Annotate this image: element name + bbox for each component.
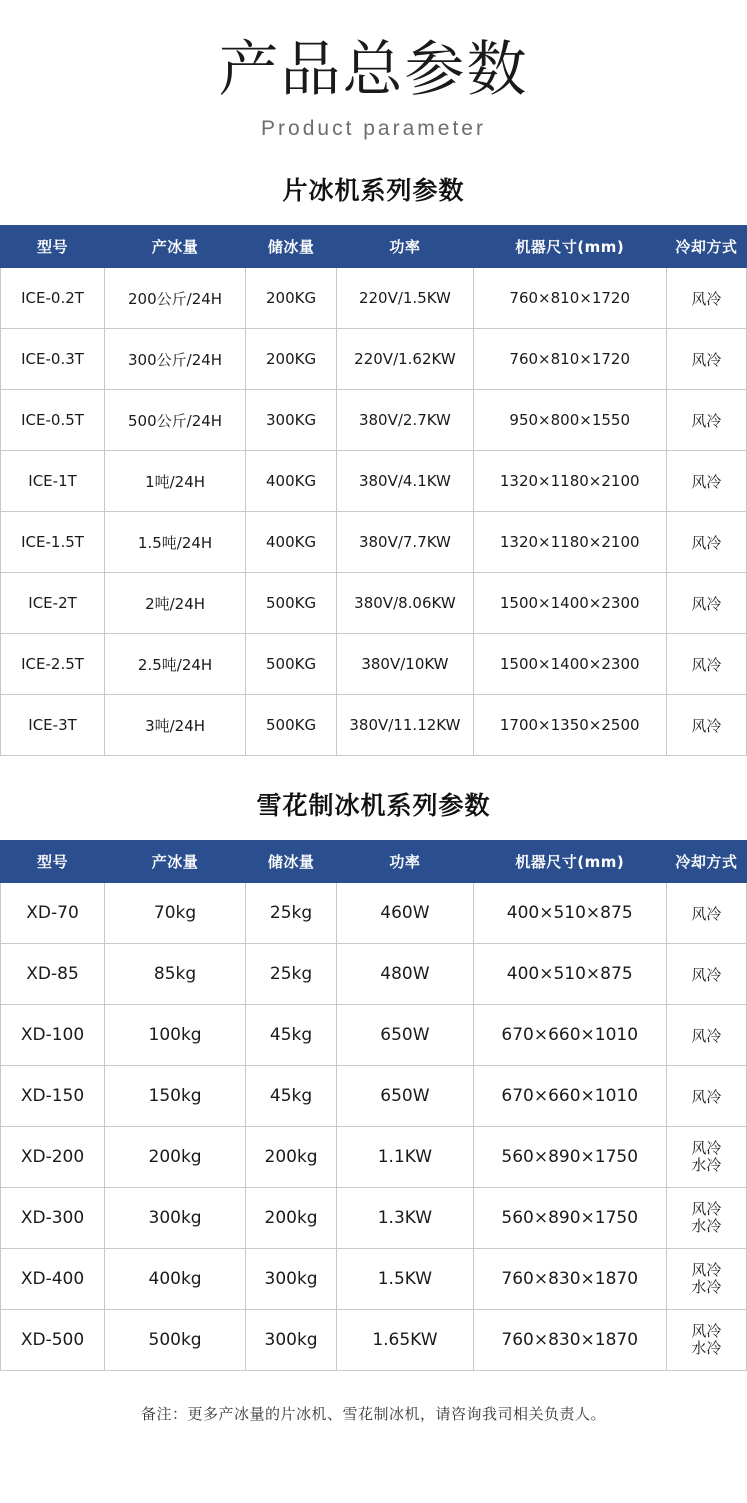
cell-cooling: 风冷 [666,944,746,1005]
table-row [1,1066,747,1127]
table-row [1,451,747,512]
cell-ice-storage: 200kg [246,1188,337,1249]
cell-dimensions: 560×890×1750 [473,1188,666,1249]
cell-ice-output: 200公斤/24H [105,268,246,329]
cell-power: 220V/1.5KW [337,268,474,329]
cell-cooling: 风冷 [666,268,746,329]
cell-cooling: 风冷 [666,695,746,756]
cell-ice-storage: 400KG [246,512,337,573]
section-snow-ice [0,786,747,1371]
cell-ice-output: 85kg [105,944,246,1005]
cell-ice-storage: 200KG [246,268,337,329]
cell-power: 380V/8.06KW [337,573,474,634]
cell-power: 380V/2.7KW [337,390,474,451]
cell-power: 380V/10KW [337,634,474,695]
footnote: 备注：更多产冰量的片冰机、雪花制冰机，请咨询我司相关负责人。 [140,1405,606,1423]
cell-dimensions: 1500×1400×2300 [473,573,666,634]
column-header-model: 型号 [1,841,105,883]
cell-power: 1.5KW [337,1249,474,1310]
section-title-snow: 雪花制冰机系列参数 [256,791,491,820]
cell-model: ICE-2.5T [1,634,105,695]
table-row [1,634,747,695]
cell-dimensions: 1500×1400×2300 [473,634,666,695]
cell-power: 480W [337,944,474,1005]
cell-power: 1.65KW [337,1310,474,1371]
cell-model: XD-200 [1,1127,105,1188]
cell-dimensions: 670×660×1010 [473,1005,666,1066]
column-header-power: 功率 [337,841,474,883]
cell-dimensions: 1700×1350×2500 [473,695,666,756]
cell-ice-storage: 500KG [246,573,337,634]
cell-model: XD-100 [1,1005,105,1066]
column-header-cooling: 冷却方式 [666,841,746,883]
cell-ice-output: 3吨/24H [105,695,246,756]
table-row [1,390,747,451]
cell-ice-storage: 45kg [246,1066,337,1127]
column-header-power: 功率 [337,226,474,268]
table-row [1,883,747,944]
cell-model: ICE-0.2T [1,268,105,329]
cell-ice-storage: 25kg [246,944,337,1005]
cell-power: 650W [337,1005,474,1066]
cell-model: ICE-3T [1,695,105,756]
page-title: 产品总参数 [218,35,529,105]
cell-cooling: 风冷 水冷 [666,1249,746,1310]
cell-dimensions: 670×660×1010 [473,1066,666,1127]
table-row [1,512,747,573]
flake-ice-parameter-table [0,225,747,756]
column-header-dimensions: 机器尺寸(mm) [473,841,666,883]
cell-model: XD-85 [1,944,105,1005]
cell-dimensions: 400×510×875 [473,944,666,1005]
table-row [1,695,747,756]
cell-ice-output: 1.5吨/24H [105,512,246,573]
cell-cooling: 风冷 [666,883,746,944]
cell-dimensions: 1320×1180×2100 [473,451,666,512]
cell-power: 380V/7.7KW [337,512,474,573]
cell-model: XD-300 [1,1188,105,1249]
cell-cooling: 风冷 [666,573,746,634]
cell-ice-output: 70kg [105,883,246,944]
cell-cooling: 风冷 [666,329,746,390]
page-subtitle: Product parameter [261,117,486,140]
column-header-model: 型号 [1,226,105,268]
cell-ice-storage: 200kg [246,1127,337,1188]
cell-dimensions: 760×830×1870 [473,1310,666,1371]
cell-dimensions: 760×830×1870 [473,1249,666,1310]
cell-ice-output: 500kg [105,1310,246,1371]
cell-model: ICE-1T [1,451,105,512]
cell-ice-storage: 300kg [246,1310,337,1371]
cell-power: 460W [337,883,474,944]
table-row [1,1005,747,1066]
cell-ice-output: 400kg [105,1249,246,1310]
cell-power: 380V/11.12KW [337,695,474,756]
table-row [1,1310,747,1371]
cell-dimensions: 560×890×1750 [473,1127,666,1188]
cell-ice-output: 200kg [105,1127,246,1188]
cell-ice-storage: 200KG [246,329,337,390]
cell-ice-output: 100kg [105,1005,246,1066]
column-header-ice-output: 产冰量 [105,226,246,268]
column-header-cooling: 冷却方式 [666,226,746,268]
section-flake-ice [0,171,747,756]
table-row [1,1127,747,1188]
snow-ice-parameter-table [0,840,747,1371]
cell-ice-output: 300公斤/24H [105,329,246,390]
cell-ice-storage: 500KG [246,695,337,756]
cell-cooling: 风冷 [666,1005,746,1066]
cell-dimensions: 950×800×1550 [473,390,666,451]
page-header [0,0,747,141]
cell-model: ICE-0.3T [1,329,105,390]
cell-model: XD-500 [1,1310,105,1371]
snow-table-body [1,883,747,1371]
column-header-ice-storage: 储冰量 [246,841,337,883]
cell-ice-output: 2吨/24H [105,573,246,634]
cell-ice-storage: 300KG [246,390,337,451]
table-header-row [1,226,747,268]
cell-cooling: 风冷 [666,634,746,695]
cell-cooling: 风冷 水冷 [666,1188,746,1249]
cell-ice-output: 2.5吨/24H [105,634,246,695]
column-header-ice-storage: 储冰量 [246,226,337,268]
cell-dimensions: 400×510×875 [473,883,666,944]
table-header-row [1,841,747,883]
cell-model: ICE-2T [1,573,105,634]
table-row [1,329,747,390]
table-row [1,573,747,634]
table-row [1,944,747,1005]
cell-model: XD-400 [1,1249,105,1310]
table-row [1,268,747,329]
cell-power: 220V/1.62KW [337,329,474,390]
cell-cooling: 风冷 [666,390,746,451]
cell-dimensions: 760×810×1720 [473,268,666,329]
cell-ice-storage: 500KG [246,634,337,695]
column-header-dimensions: 机器尺寸(mm) [473,226,666,268]
cell-cooling: 风冷 水冷 [666,1127,746,1188]
cell-model: ICE-0.5T [1,390,105,451]
cell-ice-storage: 300kg [246,1249,337,1310]
cell-model: XD-70 [1,883,105,944]
cell-ice-output: 500公斤/24H [105,390,246,451]
cell-ice-output: 300kg [105,1188,246,1249]
cell-cooling: 风冷 [666,512,746,573]
cell-power: 650W [337,1066,474,1127]
cell-power: 1.3KW [337,1188,474,1249]
cell-model: XD-150 [1,1066,105,1127]
cell-cooling: 风冷 水冷 [666,1310,746,1371]
column-header-ice-output: 产冰量 [105,841,246,883]
table-row [1,1249,747,1310]
cell-power: 1.1KW [337,1127,474,1188]
cell-ice-output: 150kg [105,1066,246,1127]
cell-cooling: 风冷 [666,1066,746,1127]
cell-dimensions: 1320×1180×2100 [473,512,666,573]
cell-model: ICE-1.5T [1,512,105,573]
cell-ice-storage: 400KG [246,451,337,512]
cell-ice-storage: 25kg [246,883,337,944]
cell-cooling: 风冷 [666,451,746,512]
cell-dimensions: 760×810×1720 [473,329,666,390]
cell-power: 380V/4.1KW [337,451,474,512]
table-row [1,1188,747,1249]
cell-ice-storage: 45kg [246,1005,337,1066]
cell-ice-output: 1吨/24H [105,451,246,512]
flake-table-body [1,268,747,756]
section-title-flake: 片冰机系列参数 [282,176,465,205]
